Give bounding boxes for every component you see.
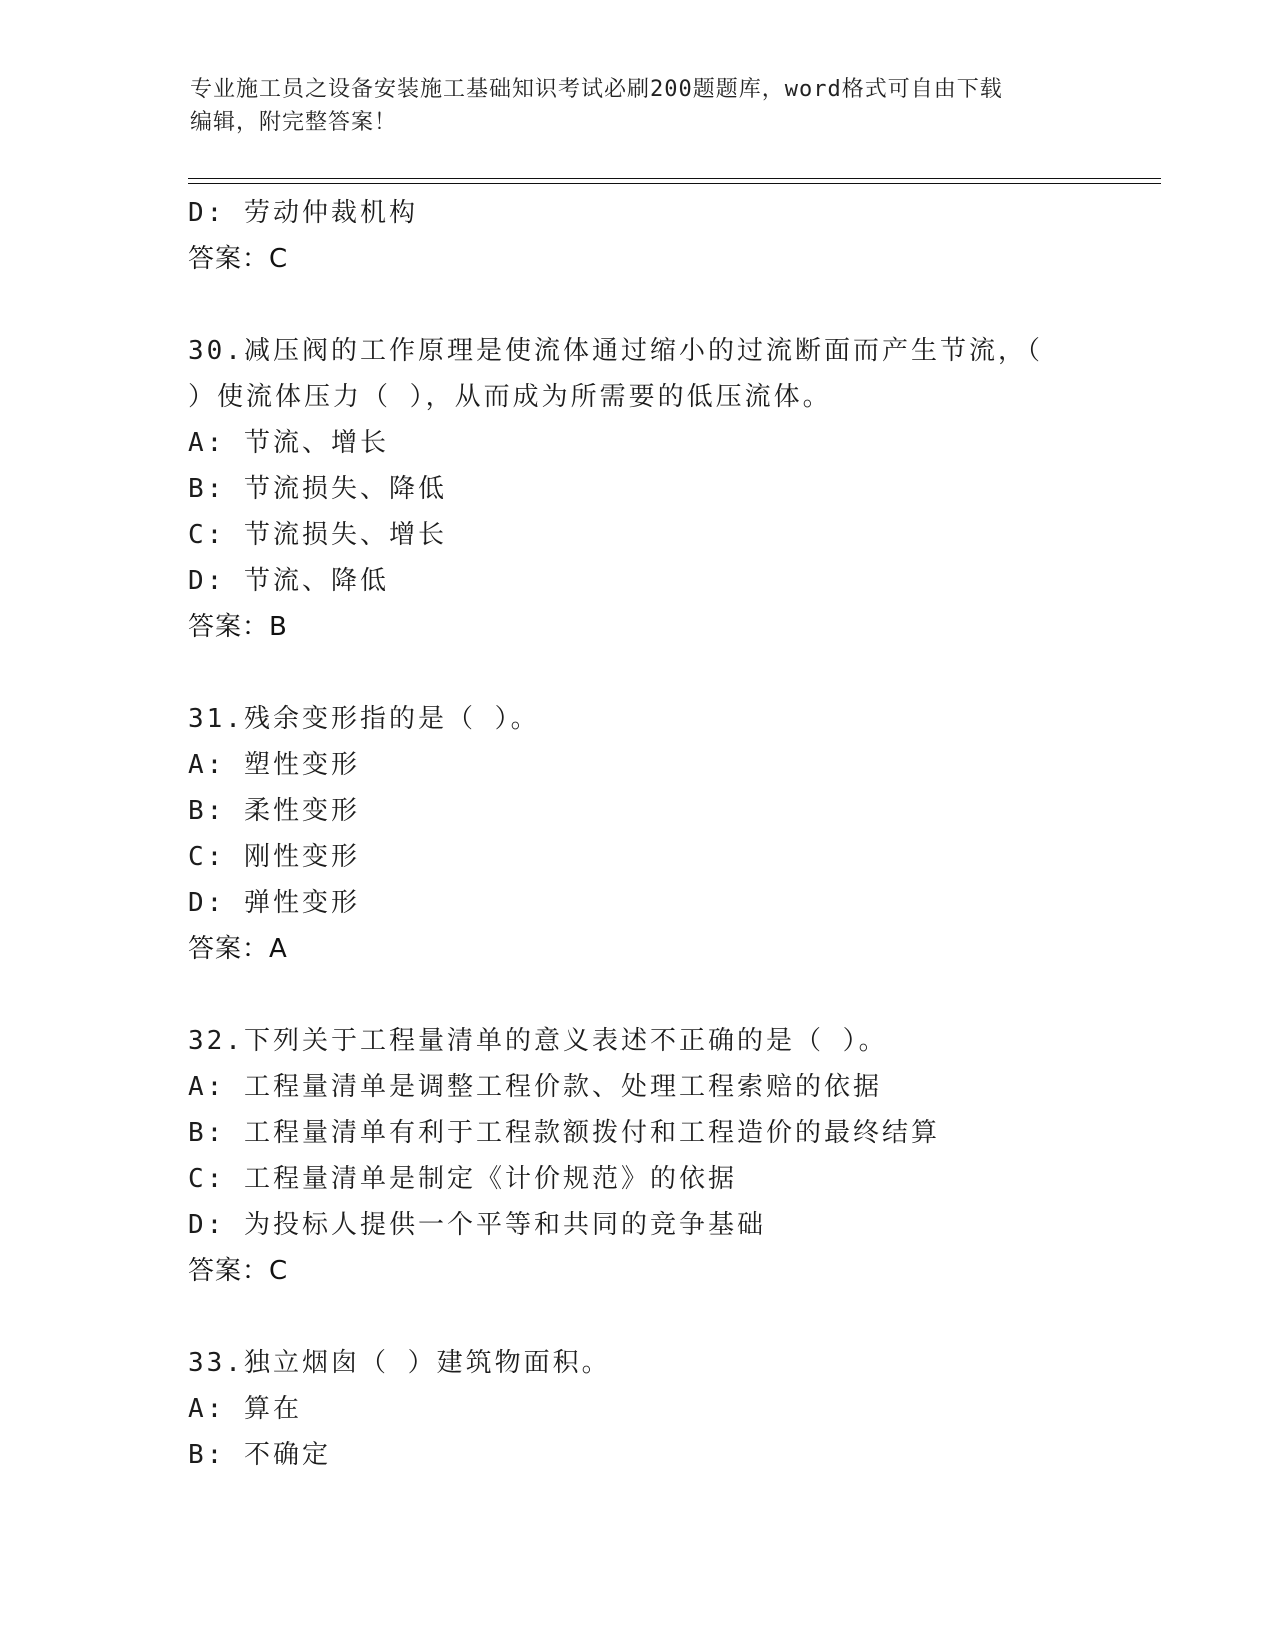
question-33: [188, 1340, 1168, 1478]
document-header: [190, 73, 1090, 139]
question-stem: 33.独立烟囱（ ）建筑物面积。: [188, 1348, 611, 1378]
answer: 答案：B: [188, 612, 288, 642]
option-a: A: 塑性变形: [188, 750, 360, 780]
header-line-1: 专业施工员之设备安装施工基础知识考试必刷200题题库，word格式可自由下载: [190, 77, 1003, 102]
question-32: [188, 1018, 1168, 1294]
option-a: A: 算在: [188, 1394, 302, 1424]
header-divider-bottom: [188, 183, 1161, 184]
option-c: C: 刚性变形: [188, 842, 360, 872]
question-29: [188, 190, 1168, 282]
option-b: B: 节流损失、降低: [188, 474, 447, 504]
option-d: D: 为投标人提供一个平等和共同的竞争基础: [188, 1210, 766, 1240]
question-31: [188, 696, 1168, 972]
option-d: D: 弹性变形: [188, 888, 360, 918]
option-c: C: 工程量清单是制定《计价规范》的依据: [188, 1164, 737, 1194]
question-list: [188, 190, 1168, 1478]
answer: 答案：C: [188, 1256, 289, 1286]
option-b: B: 不确定: [188, 1440, 331, 1470]
option-a: A: 节流、增长: [188, 428, 389, 458]
option-c: C: 节流损失、增长: [188, 520, 447, 550]
header-divider-top: [188, 178, 1161, 179]
option-d: D: 劳动仲裁机构: [188, 198, 418, 228]
question-30: [188, 328, 1168, 650]
question-stem: 31.残余变形指的是（ ）。: [188, 704, 540, 734]
option-b: B: 工程量清单有利于工程款额拨付和工程造价的最终结算: [188, 1118, 940, 1148]
question-stem: 30.减压阀的工作原理是使流体通过缩小的过流断面而产生节流，（: [188, 336, 1043, 366]
answer: 答案：C: [188, 244, 289, 274]
option-b: B: 柔性变形: [188, 796, 360, 826]
answer: 答案：A: [188, 934, 288, 964]
option-d: D: 节流、降低: [188, 566, 389, 596]
question-stem-continued: ）使流体压力（ ），从而成为所需要的低压流体。: [188, 382, 832, 412]
option-a: A: 工程量清单是调整工程价款、处理工程索赔的依据: [188, 1072, 882, 1102]
question-stem: 32.下列关于工程量清单的意义表述不正确的是（ ）。: [188, 1026, 888, 1056]
header-line-2: 编辑，附完整答案！: [190, 110, 398, 135]
